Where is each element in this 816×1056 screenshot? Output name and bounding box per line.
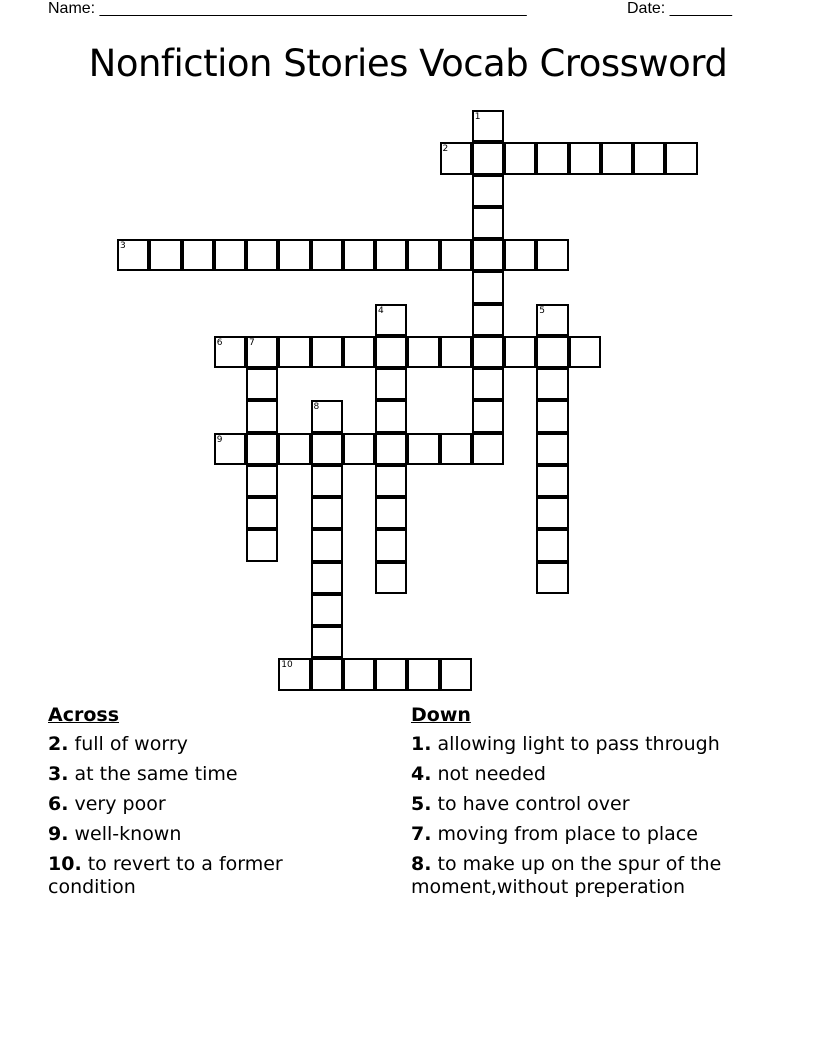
grid-cell[interactable] (440, 433, 472, 465)
grid-cell[interactable] (472, 142, 504, 174)
grid-cell[interactable] (472, 368, 504, 400)
grid-cell[interactable] (375, 336, 407, 368)
grid-cell[interactable] (375, 658, 407, 690)
grid-cell[interactable] (472, 110, 504, 142)
grid-cell[interactable] (536, 497, 568, 529)
grid-cell[interactable] (504, 239, 536, 271)
grid-cell[interactable] (440, 239, 472, 271)
grid-cell[interactable] (246, 465, 278, 497)
grid-cell[interactable] (343, 336, 375, 368)
grid-cell[interactable] (375, 562, 407, 594)
across-clue (48, 793, 368, 816)
grid-cell[interactable] (311, 658, 343, 690)
grid-cell[interactable] (536, 400, 568, 432)
grid-cell[interactable] (343, 239, 375, 271)
clue-number: 4. (411, 763, 432, 785)
grid-cell[interactable] (246, 400, 278, 432)
grid-cell[interactable] (311, 336, 343, 368)
clue-number: 3. (48, 763, 69, 785)
grid-cell[interactable] (214, 336, 246, 368)
grid-cell[interactable] (472, 304, 504, 336)
clue-text: to have control over (437, 793, 630, 815)
grid-cell[interactable] (536, 336, 568, 368)
grid-cell[interactable] (407, 239, 439, 271)
down-clue (411, 823, 751, 846)
grid-cell[interactable] (472, 271, 504, 303)
grid-cell[interactable] (472, 175, 504, 207)
clue-text: not needed (437, 763, 546, 785)
grid-cell[interactable] (311, 239, 343, 271)
across-clues (48, 704, 368, 906)
clue-number: 10. (48, 853, 82, 875)
grid-cell[interactable] (536, 239, 568, 271)
name-field[interactable]: Name: ________________________________________________ (48, 0, 527, 17)
grid-cell[interactable] (440, 336, 472, 368)
clue-number-label: 6 (216, 337, 223, 348)
clue-number-label: 9 (216, 434, 223, 445)
clue-text: very poor (74, 793, 166, 815)
grid-cell[interactable] (536, 142, 568, 174)
grid-cell[interactable] (536, 529, 568, 561)
grid-cell[interactable] (472, 207, 504, 239)
grid-cell[interactable] (246, 529, 278, 561)
grid-cell[interactable] (536, 304, 568, 336)
grid-cell[interactable] (246, 433, 278, 465)
grid-cell[interactable] (665, 142, 697, 174)
page-title: Nonfiction Stories Vocab Crossword (88, 42, 728, 85)
grid-cell[interactable] (440, 142, 472, 174)
grid-cell[interactable] (278, 239, 310, 271)
clue-number: 1. (411, 733, 432, 755)
across-heading: Across (48, 704, 120, 726)
grid-cell[interactable] (472, 336, 504, 368)
across-clue (48, 733, 368, 756)
across-clue (48, 763, 368, 786)
grid-cell[interactable] (375, 497, 407, 529)
grid-cell[interactable] (407, 658, 439, 690)
grid-cell[interactable] (149, 239, 181, 271)
grid-cell[interactable] (182, 239, 214, 271)
grid-cell[interactable] (601, 142, 633, 174)
grid-cell[interactable] (375, 433, 407, 465)
clue-number-label: 2 (442, 144, 449, 155)
grid-cell[interactable] (246, 368, 278, 400)
clue-number-label: 10 (281, 660, 293, 671)
grid-cell[interactable] (633, 142, 665, 174)
grid-cell[interactable] (375, 368, 407, 400)
grid-cell[interactable] (343, 433, 375, 465)
clue-number: 7. (411, 823, 432, 845)
grid-cell[interactable] (504, 336, 536, 368)
grid-cell[interactable] (407, 336, 439, 368)
grid-cell[interactable] (311, 433, 343, 465)
down-heading: Down (411, 704, 471, 726)
across-clue (48, 853, 368, 899)
grid-cell[interactable] (278, 658, 310, 690)
grid-cell[interactable] (246, 239, 278, 271)
clue-text: allowing light to pass through (437, 733, 720, 755)
grid-cell[interactable] (311, 497, 343, 529)
clue-number: 5. (411, 793, 432, 815)
clue-text: at the same time (74, 763, 238, 785)
down-clue (411, 763, 751, 786)
clue-number-label: 8 (313, 402, 320, 413)
grid-cell[interactable] (214, 433, 246, 465)
grid-cell[interactable] (343, 658, 375, 690)
clue-number-label: 4 (378, 305, 384, 316)
grid-cell[interactable] (536, 368, 568, 400)
grid-cell[interactable] (311, 562, 343, 594)
grid-cell[interactable] (246, 497, 278, 529)
grid-cell[interactable] (472, 400, 504, 432)
grid-cell[interactable] (375, 239, 407, 271)
grid-cell[interactable] (536, 433, 568, 465)
grid-cell[interactable] (278, 433, 310, 465)
grid-cell[interactable] (375, 400, 407, 432)
clue-number-label: 7 (249, 337, 255, 348)
clue-text: moving from place to place (437, 823, 698, 845)
across-clue (48, 823, 368, 846)
down-clues (411, 704, 751, 906)
grid-cell[interactable] (214, 239, 246, 271)
clue-number: 8. (411, 853, 432, 875)
grid-cell[interactable] (311, 626, 343, 658)
clue-number-label: 1 (474, 112, 481, 122)
date-field[interactable]: Date: _______ (627, 0, 732, 17)
clue-text: to revert to a former condition (48, 853, 283, 898)
clue-number: 9. (48, 823, 69, 845)
grid-cell[interactable] (246, 336, 278, 368)
grid-cell[interactable] (569, 142, 601, 174)
grid-cell[interactable] (311, 529, 343, 561)
grid-cell[interactable] (407, 433, 439, 465)
grid-cell[interactable] (375, 304, 407, 336)
grid-cell[interactable] (472, 239, 504, 271)
down-clue (411, 853, 751, 899)
clue-text: well-known (74, 823, 182, 845)
grid-cell[interactable] (375, 465, 407, 497)
grid-cell[interactable] (375, 529, 407, 561)
grid-cell[interactable] (311, 400, 343, 432)
clue-number-label: 3 (120, 241, 126, 251)
grid-cell[interactable] (569, 336, 601, 368)
grid-cell[interactable] (536, 465, 568, 497)
down-clue (411, 793, 751, 816)
grid-cell[interactable] (504, 142, 536, 174)
clue-number-label: 5 (539, 305, 545, 316)
grid-cell[interactable] (117, 239, 149, 271)
grid-cell[interactable] (536, 562, 568, 594)
grid-cell[interactable] (311, 594, 343, 626)
grid-cell[interactable] (472, 433, 504, 465)
clue-text: to make up on the spur of the moment,without preperation (411, 853, 722, 898)
clue-number: 6. (48, 793, 69, 815)
clue-number: 2. (48, 733, 69, 755)
grid-cell[interactable] (311, 465, 343, 497)
down-clue (411, 733, 751, 756)
grid-cell[interactable] (278, 336, 310, 368)
clue-text: full of worry (74, 733, 188, 755)
grid-cell[interactable] (440, 658, 472, 690)
